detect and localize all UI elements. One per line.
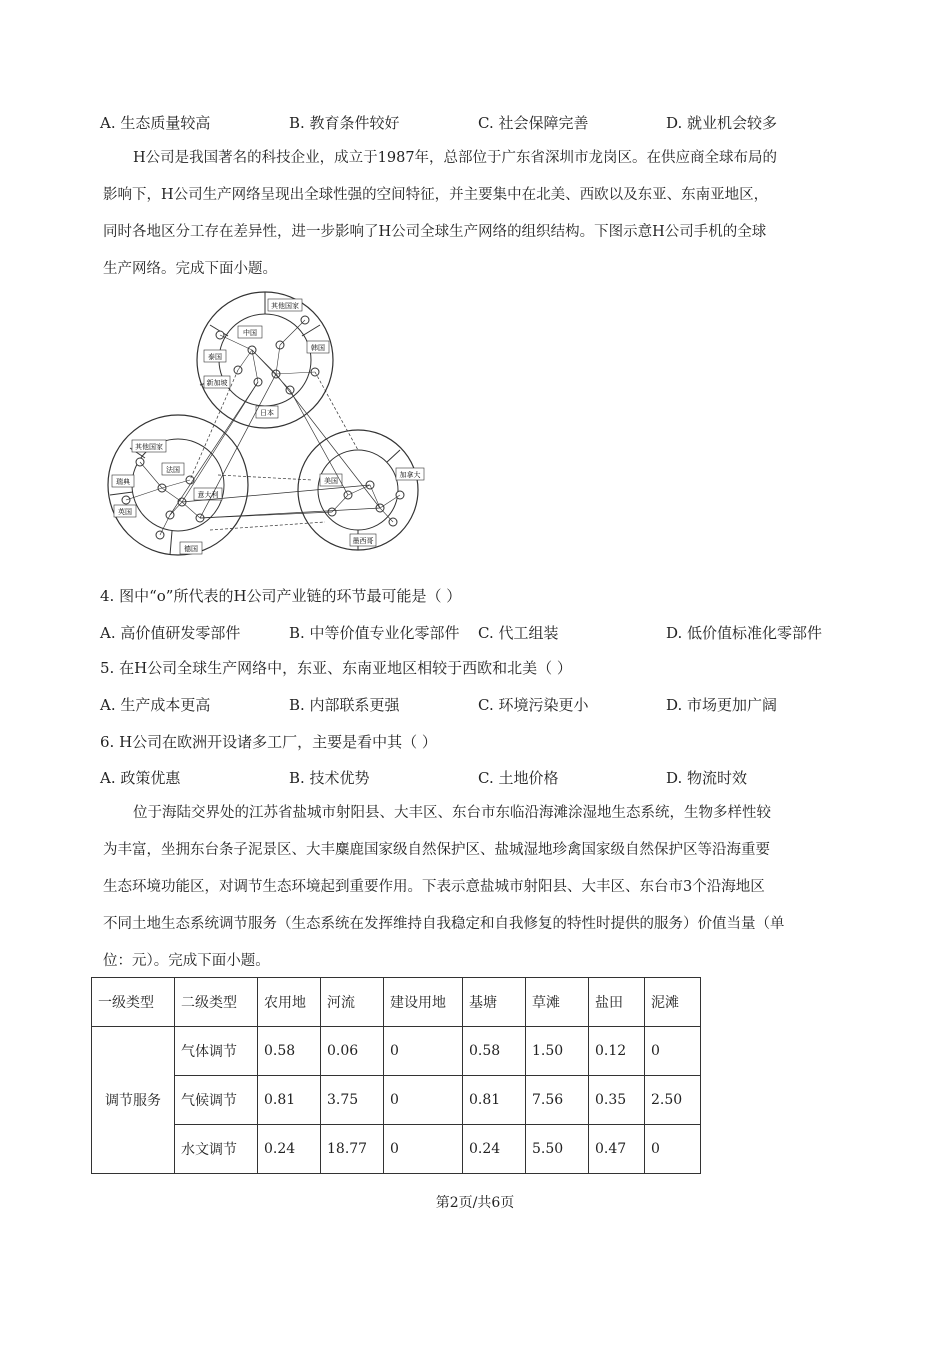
- value-cell: 0.81: [258, 1076, 321, 1125]
- passage-line: 生态环境功能区，对调节生态环境起到重要作用。下表示意盐城市射阳县、大丰区、东台市3个沿海地区: [103, 879, 765, 895]
- table-row: [92, 1027, 701, 1076]
- value-cell: 0.24: [258, 1125, 321, 1174]
- value-cell: 7.56: [526, 1076, 589, 1125]
- label-left-ring-2: 英国: [118, 508, 132, 516]
- q6-option-c: C. 土地价格: [478, 769, 559, 787]
- label-top-ring-3: 新加坡: [206, 379, 228, 387]
- q3-option-d: D. 就业机会较多: [666, 114, 778, 132]
- q6-option-b: B. 技术优势: [289, 769, 370, 787]
- header-cell: 一级类型: [92, 978, 175, 1027]
- q6-option-a: A. 政策优惠: [100, 769, 181, 787]
- cluster-left: [108, 415, 248, 555]
- value-cell: 1.50: [526, 1027, 589, 1076]
- question-4-stem: 4. 图中“o”所代表的H公司产业链的环节最可能是（ ）: [100, 587, 462, 605]
- passage-line: 影响下，H公司生产网络呈现出全球性强的空间特征，并主要集中在北美、西欧以及东亚、东南亚地区，: [103, 187, 769, 203]
- label-right-center: 美国: [324, 477, 338, 485]
- value-cell: 18.77: [321, 1125, 384, 1174]
- value-cell: 0.06: [321, 1027, 384, 1076]
- q3-option-c: C. 社会保障完善: [478, 114, 589, 132]
- cluster-top: [197, 292, 333, 428]
- passage-line: 生产网络。完成下面小题。: [103, 261, 277, 277]
- value-cell: 5.50: [526, 1125, 589, 1174]
- value-cell: 0: [645, 1125, 701, 1174]
- header-cell: 建设用地: [384, 978, 463, 1027]
- inter-cluster-links: [170, 370, 380, 530]
- passage-line: 同时各地区分工存在差异性，进一步影响了H公司全球生产网络的组织结构。下图示意H公司手机的全球: [103, 224, 767, 240]
- production-network-diagram: [100, 290, 430, 575]
- header-cell: 河流: [321, 978, 384, 1027]
- value-cell: 0.81: [463, 1076, 526, 1125]
- value-cell: 0: [384, 1125, 463, 1174]
- passage-line: 位：元）。完成下面小题。: [103, 953, 270, 969]
- label-top-ring-4: 日本: [260, 409, 274, 417]
- q5-option-a: A. 生产成本更高: [100, 696, 211, 714]
- label-left-center: 法国: [166, 466, 180, 474]
- q3-option-b: B. 教育条件较好: [289, 114, 400, 132]
- row-name-cell: 气候调节: [175, 1076, 258, 1125]
- label-left-ring-0: 其他国家: [135, 443, 163, 451]
- q4-option-d: D. 低价值标准化零部件: [666, 624, 823, 642]
- question-6-stem: 6. H公司在欧洲开设诸多工厂，主要是看中其（ ）: [100, 733, 437, 751]
- row-name-cell: 水文调节: [175, 1125, 258, 1174]
- value-cell: 0.35: [589, 1076, 645, 1125]
- label-right-ring-0: 加拿大: [399, 471, 421, 479]
- passage-line: H公司是我国著名的科技企业，成立于1987年，总部位于广东省深圳市龙岗区。在供应商全球布局的: [133, 150, 778, 166]
- q4-option-a: A. 高价值研发零部件: [100, 624, 241, 642]
- label-top-ring-2: 泰国: [208, 353, 222, 361]
- table-row: [92, 1125, 701, 1174]
- value-cell: 2.50: [645, 1076, 701, 1125]
- passage-line: 为丰富，坐拥东台条子泥景区、大丰麋鹿国家级自然保护区、盐城湿地珍禽国家级自然保护区等沿海重要: [103, 842, 770, 858]
- q5-option-d: D. 市场更加广阔: [666, 696, 778, 714]
- q5-option-b: B. 内部联系更强: [289, 696, 400, 714]
- header-cell: 二级类型: [175, 978, 258, 1027]
- header-cell: 基塘: [463, 978, 526, 1027]
- value-cell: 0: [645, 1027, 701, 1076]
- value-cell: 0.47: [589, 1125, 645, 1174]
- value-cell: 0: [384, 1076, 463, 1125]
- passage-h-company: [103, 140, 863, 288]
- page-number: 第2页/共6页: [435, 1195, 515, 1211]
- value-cell: 0.58: [463, 1027, 526, 1076]
- q4-option-c: C. 代工组装: [478, 624, 559, 642]
- label-top-center: 中国: [243, 329, 257, 337]
- passage-line: 位于海陆交界处的江苏省盐城市射阳县、大丰区、东台市东临沿海滩涂湿地生态系统，生物多样性较: [133, 805, 771, 821]
- header-cell: 农用地: [258, 978, 321, 1027]
- value-cell: 0.12: [589, 1027, 645, 1076]
- q4-option-b: B. 中等价值专业化零部件: [289, 624, 460, 642]
- q6-option-d: D. 物流时效: [666, 769, 748, 787]
- value-cell: 3.75: [321, 1076, 384, 1125]
- group-cell: 调节服务: [92, 1027, 175, 1174]
- value-cell: 0.24: [463, 1125, 526, 1174]
- label-left-ring-1: 瑞典: [116, 478, 130, 486]
- question-5-stem: 5. 在H公司全球生产网络中，东亚、东南亚地区相较于西欧和北美（ ）: [100, 659, 572, 677]
- header-cell: 盐田: [589, 978, 645, 1027]
- label-left-ring-3: 德国: [184, 545, 198, 553]
- table-row: [92, 1076, 701, 1125]
- value-cell: 0: [384, 1027, 463, 1076]
- passage-line: 不同土地生态系统调节服务（生态系统在发挥维持自我稳定和自我修复的特性时提供的服务）价值当量（单: [103, 916, 785, 932]
- regulation-service-table: [91, 977, 701, 1174]
- header-cell: 泥滩: [645, 978, 701, 1027]
- passage-yancheng: [103, 795, 863, 980]
- label-left-ring-4: 意大利: [197, 491, 219, 499]
- header-cell: 草滩: [526, 978, 589, 1027]
- row-name-cell: 气体调节: [175, 1027, 258, 1076]
- value-cell: 0.58: [258, 1027, 321, 1076]
- table-header-row: [92, 978, 701, 1027]
- q3-option-a: A. 生态质量较高: [100, 114, 211, 132]
- label-top-ring-1: 韩国: [311, 344, 325, 352]
- label-top-ring-0: 其他国家: [271, 302, 299, 310]
- q5-option-c: C. 环境污染更小: [478, 696, 589, 714]
- label-right-ring-1: 墨西哥: [352, 537, 374, 545]
